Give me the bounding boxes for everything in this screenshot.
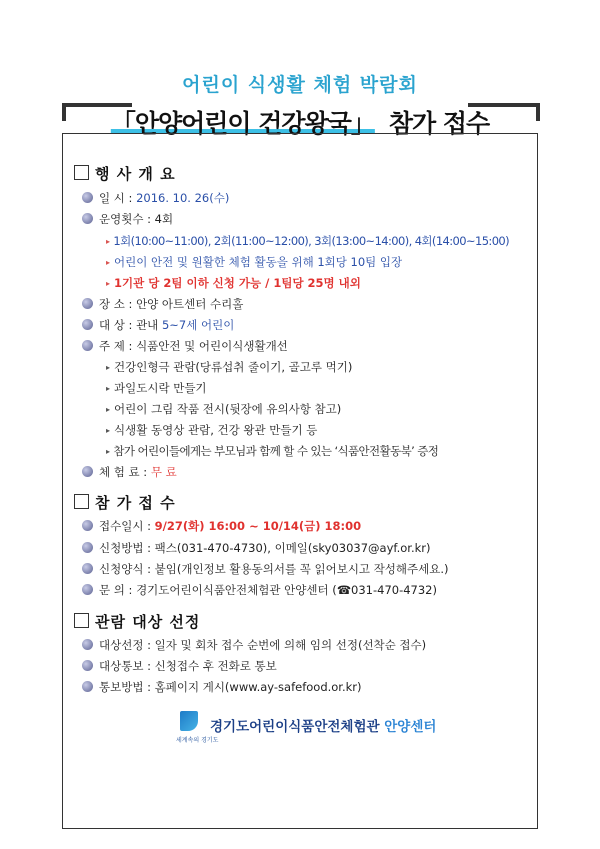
checkbox-icon: [74, 613, 89, 628]
theme-item: ▸ 건강인형극 관람(당류섭취 줄이기, 골고루 먹기): [106, 360, 353, 374]
sessions-note-2: ▸ 1기관 당 2팀 이하 신청 가능 / 1팀당 25명 내외: [106, 276, 361, 290]
triangle-icon: ▸: [106, 447, 110, 456]
bullet-icon: [82, 340, 93, 351]
sessions-note-1: ▸ 어린이 안전 및 원활한 체험 활동을 위해 1회당 10팀 입장: [106, 255, 403, 269]
sessions-detail: ▸ 1회(10:00~11:00), 2회(11:00~12:00), 3회(13:00~14:00), 4회(14:00~15:00): [106, 234, 510, 248]
row-select: 대상선정 : 일자 및 회차 접수 순번에 의해 임의 선정(선착순 접수): [82, 637, 426, 653]
subtitle: 어린이 식생활 체험 박람회: [182, 74, 418, 96]
row-place: 장 소 : 안양 아트센터 수리홀: [82, 296, 243, 312]
bullet-icon: [82, 192, 93, 203]
title-rest: 참가 접수: [388, 109, 490, 138]
bullet-icon: [82, 520, 93, 531]
bullet-icon: [82, 466, 93, 477]
bullet-icon: [82, 319, 93, 330]
bullet-icon: [82, 584, 93, 595]
theme-item: ▸ 식생활 동영상 관람, 건강 왕관 만들기 등: [106, 423, 318, 437]
bullet-icon: [82, 660, 93, 671]
row-notice: 통보방법 : 홈페이지 게시(www.ay-safefood.or.kr): [82, 679, 362, 695]
row-target: 대 상 : 관내 5~7세 어린이: [82, 317, 234, 333]
theme-item: ▸ 과일도시락 만들기: [106, 381, 207, 395]
triangle-icon: ▸: [106, 426, 111, 435]
triangle-icon: ▸: [106, 237, 110, 246]
triangle-icon: ▸: [106, 384, 111, 393]
date-value: 2016. 10. 26(수): [136, 191, 230, 205]
logo-org-name: 경기도어린이식품안전체험관 안양센터: [210, 719, 437, 735]
row-notify: 대상통보 : 신청접수 후 전화로 통보: [82, 658, 277, 674]
row-theme: 주 제 : 식품안전 및 어린이식생활개선: [82, 338, 288, 354]
section-heading-apply: 참 가 접 수: [74, 492, 176, 513]
row-form: 신청양식 : 붙임(개인정보 활용동의서를 꼭 읽어보시고 작성해주세요.): [82, 561, 449, 577]
bullet-icon: [82, 681, 93, 692]
theme-item: ▸ 어린이 그림 작품 전시(뒷장에 유의사항 참고): [106, 402, 342, 416]
gyeonggi-logo-icon: [180, 711, 198, 731]
triangle-icon: ▸: [106, 258, 111, 267]
triangle-icon: ▸: [106, 405, 111, 414]
row-sessions: 운영횟수 : 4회: [82, 211, 173, 227]
bullet-icon: [82, 213, 93, 224]
checkbox-icon: [74, 494, 89, 509]
row-contact: 문 의 : 경기도어린이식품안전체험관 안양센터 (☎031-470-4732): [82, 582, 437, 598]
row-period: 접수일시 : 9/27(화) 16:00 ~ 10/14(금) 18:00: [82, 518, 361, 534]
row-date: 일 시 : 2016. 10. 26(수): [82, 190, 229, 206]
bullet-icon: [82, 639, 93, 650]
bullet-icon: [82, 563, 93, 574]
triangle-icon: ▸: [106, 363, 111, 372]
theme-item: ▸ 참가 어린이들에게는 부모님과 함께 할 수 있는 ‘식품안전활동북’ 증정: [106, 444, 439, 458]
footer-logo: [176, 711, 436, 751]
triangle-icon: ▸: [106, 279, 111, 288]
row-fee: 체 험 료 : 무 료: [82, 464, 177, 480]
section-heading-selection: 관람 대상 선정: [74, 611, 200, 632]
row-method: 신청방법 : 팩스(031-470-4730), 이메일(sky03037@ayf.or.kr): [82, 540, 431, 556]
bullet-icon: [82, 542, 93, 553]
section-heading-overview: 행 사 개 요: [74, 163, 176, 184]
bullet-icon: [82, 298, 93, 309]
title-highlight: 「안양어린이 건강왕국」: [110, 109, 375, 138]
logo-slogan: 세계속의 경기도: [176, 737, 219, 744]
checkbox-icon: [74, 165, 89, 180]
